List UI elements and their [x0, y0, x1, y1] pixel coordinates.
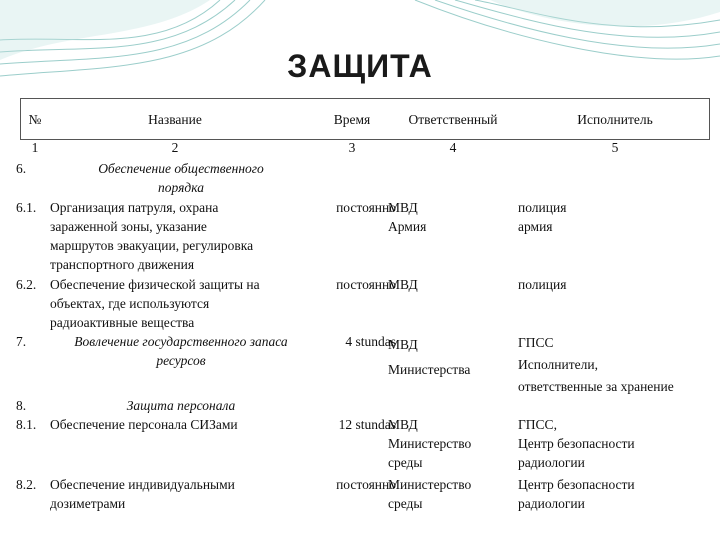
- row-executor: [518, 332, 708, 398]
- row-time: 12 stundas: [338, 417, 396, 432]
- column-number-5: 5: [611, 140, 619, 155]
- name-line: порядка: [158, 180, 204, 195]
- row-responsible: [388, 415, 498, 472]
- name-line: Организация патруля, охрана: [50, 200, 219, 215]
- header-number: №: [28, 112, 42, 127]
- slide-title: ЗАЩИТА: [287, 48, 433, 84]
- row-number: 8.2.: [16, 477, 37, 492]
- row-number: 7.: [16, 334, 27, 349]
- row-name: [50, 475, 312, 513]
- responsible-line: среды: [388, 455, 423, 470]
- row-name: [50, 415, 312, 434]
- row-responsible: [388, 332, 498, 382]
- name-line: Обеспечение индивидуальными: [50, 477, 235, 492]
- header-time: Время: [333, 112, 371, 127]
- column-number-4: 4: [449, 140, 457, 155]
- executor-line: Центр безопасности: [518, 436, 635, 451]
- responsible-line: МВД: [388, 337, 418, 352]
- name-line: Обеспечение общественного: [98, 161, 264, 176]
- row-name: [50, 159, 312, 197]
- row-time: постоянно: [336, 277, 396, 292]
- name-line: радиоактивные вещества: [50, 315, 195, 330]
- name-line: Защита персонала: [126, 398, 236, 413]
- responsible-line: среды: [388, 496, 423, 511]
- executor-line: полиция: [518, 200, 567, 215]
- row-responsible: [388, 198, 498, 236]
- name-line: объектах, где используются: [50, 296, 210, 311]
- responsible-line: МВД: [388, 277, 418, 292]
- responsible-line: Министерства: [388, 362, 471, 377]
- header-responsible: Ответственный: [408, 112, 498, 127]
- responsible-line: МВД: [388, 200, 418, 215]
- row-executor: [518, 415, 708, 472]
- row-executor: [518, 475, 708, 513]
- name-line: маршрутов эвакуации, регулировка: [50, 238, 254, 253]
- row-number: 6.2.: [16, 277, 37, 292]
- executor-line: Исполнители,: [518, 357, 598, 372]
- name-line: зараженной зоны, указание: [50, 219, 207, 234]
- row-name: [50, 275, 312, 332]
- row-time: 4 stundas: [345, 334, 396, 349]
- name-line: Обеспечение персонала СИЗами: [50, 417, 238, 432]
- row-number: 8.1.: [16, 417, 37, 432]
- column-number-2: 2: [171, 140, 179, 155]
- executor-line: Центр безопасности: [518, 477, 635, 492]
- row-name: [50, 396, 312, 415]
- row-number: 6.1.: [16, 200, 37, 215]
- responsible-line: Армия: [388, 219, 427, 234]
- column-number-1: 1: [31, 140, 39, 155]
- row-number: 8.: [16, 398, 27, 413]
- executor-line: ответственные за хранение: [518, 379, 674, 394]
- name-line: Обеспечение физической защиты на: [50, 277, 260, 292]
- executor-line: армия: [518, 219, 553, 234]
- name-line: дозиметрами: [50, 496, 126, 511]
- executor-line: ГПСС: [518, 335, 554, 350]
- header-executor: Исполнитель: [577, 112, 653, 127]
- executor-line: радиологии: [518, 496, 585, 511]
- executor-line: радиологии: [518, 455, 585, 470]
- row-executor: [518, 275, 708, 294]
- row-responsible: [388, 475, 498, 513]
- executor-line: ГПСС,: [518, 417, 557, 432]
- row-executor: [518, 198, 708, 236]
- row-responsible: [388, 275, 498, 294]
- column-number-3: 3: [348, 140, 356, 155]
- name-line: ресурсов: [156, 353, 206, 368]
- name-line: транспортного движения: [50, 257, 195, 272]
- header-name: Название: [148, 112, 202, 127]
- responsible-line: Министерство: [388, 436, 472, 451]
- executor-line: полиция: [518, 277, 567, 292]
- responsible-line: Министерство: [388, 477, 472, 492]
- name-line: Вовлечение государственного запаса: [74, 334, 288, 349]
- row-time: постоянно: [336, 200, 396, 215]
- row-number: 6.: [16, 161, 27, 176]
- row-time: постоянно: [336, 477, 396, 492]
- row-name: [50, 198, 312, 274]
- responsible-line: МВД: [388, 417, 418, 432]
- row-name: [50, 332, 312, 370]
- protection-table: [16, 98, 710, 511]
